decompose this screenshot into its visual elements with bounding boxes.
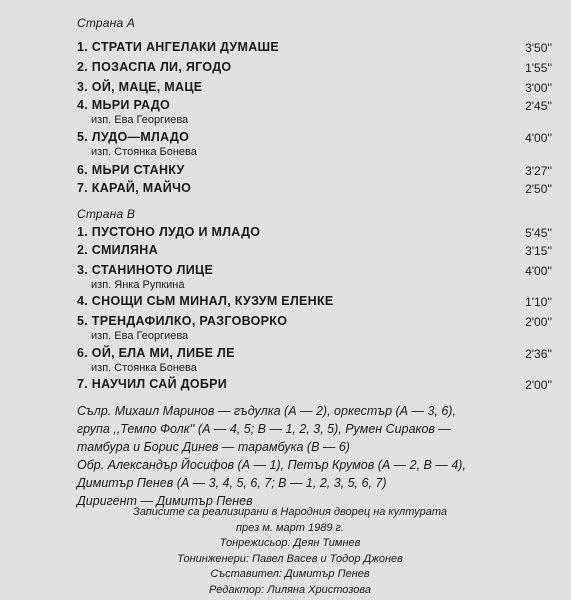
footer-line: Тонрежисьор: Деян Тимнев	[219, 537, 361, 549]
track-performer: изп. Ева Георгиева	[91, 330, 189, 342]
track-title: 7. НАУЧИЛ САЙ ДОБРИ	[77, 377, 228, 391]
track-title: 1. ПУСТОНО ЛУДО И МЛАДО	[77, 225, 261, 239]
track-title: 6. МЬРИ СТАНКУ	[77, 163, 185, 177]
track-duration: 4'00''	[525, 131, 552, 145]
track-duration: 2'00''	[525, 315, 552, 329]
footer-line: през м. март 1989 г.	[236, 521, 344, 534]
footer-line: Съставител: Димитър Пенев	[210, 568, 370, 580]
track-title: 6. ОЙ, ЕЛА МИ, ЛИБЕ ЛЕ	[77, 346, 235, 360]
track-duration: 3'00''	[525, 81, 552, 95]
track-duration: 3'15''	[525, 244, 552, 258]
track-title: 5. ЛУДО—МЛАДО	[77, 130, 190, 144]
track-title: 2. СМИЛЯНА	[77, 243, 158, 257]
credits-line: тамбура и Борис Динев — тарамбука (В — 6)	[77, 440, 350, 454]
track-duration: 3'27''	[525, 164, 552, 178]
track-duration: 2'00''	[525, 378, 552, 392]
track-title: 1. СТРАТИ АНГЕЛАКИ ДУМАШЕ	[77, 40, 280, 54]
footer-line: Записите са реализирани в Народния дворец на културата	[132, 506, 448, 518]
footer-line: Редактор: Лиляна Христозова	[209, 583, 371, 596]
track-performer: изп. Стоянка Бонева	[91, 362, 197, 374]
track-duration: 5'45''	[525, 226, 552, 240]
track-performer: изп. Янка Рупкина	[91, 279, 185, 291]
track-duration: 1'10''	[525, 295, 552, 309]
credits-line: Обр. Александър Йосифов (А — 1), Петър Крумов (А — 2, В — 4),	[77, 458, 466, 472]
track-title: 4. СНОЩИ СЬМ МИНАЛ, КУЗУМ ЕЛЕНКЕ	[77, 294, 334, 308]
track-title: 7. КАРАЙ, МАЙЧО	[77, 181, 192, 195]
track-duration: 2'50''	[525, 182, 552, 196]
track-title: 3. СТАНИНОТО ЛИЦЕ	[77, 263, 214, 277]
track-duration: 1'55''	[525, 61, 552, 75]
footer-line: Тонинженери: Павел Васев и Тодор Джонев	[177, 552, 403, 565]
track-title: 3. ОЙ, МАЦЕ, МАЦЕ	[77, 80, 203, 94]
credits-line: група ,,Темпо Фолк'' (А — 4, 5; В — 1, 2, 3, 5), Румен Сираков —	[77, 422, 451, 436]
track-title: 2. ПОЗАСПА ЛИ, ЯГОДО	[77, 60, 232, 74]
track-duration: 3'50''	[525, 41, 552, 55]
track-performer: изп. Стоянка Бонева	[91, 146, 197, 158]
side-heading: Страна А	[77, 16, 136, 30]
side-heading: Страна В	[77, 207, 136, 221]
track-performer: изп. Ева Георгиева	[91, 114, 189, 126]
track-duration: 2'36''	[525, 347, 552, 361]
credits-line: Диригент — Димитър Пенев	[77, 494, 253, 508]
credits-line: Сълр. Михаил Маринов — гъдулка (А — 2), оркестър (А — 3, 6),	[77, 404, 456, 418]
track-title: 5. ТРЕНДАФИЛКО, РАЗГОВОРКО	[77, 314, 288, 328]
recording-notes	[90, 505, 490, 598]
track-duration: 4'00''	[525, 264, 552, 278]
track-duration: 2'45''	[525, 99, 552, 113]
credits-line: Димитър Пенев (А — 3, 4, 5, 6, 7; В — 1, 2, 3, 5, 6, 7)	[77, 476, 387, 490]
track-title: 4. МЬРИ РАДО	[77, 98, 171, 112]
credits-block	[77, 402, 563, 510]
